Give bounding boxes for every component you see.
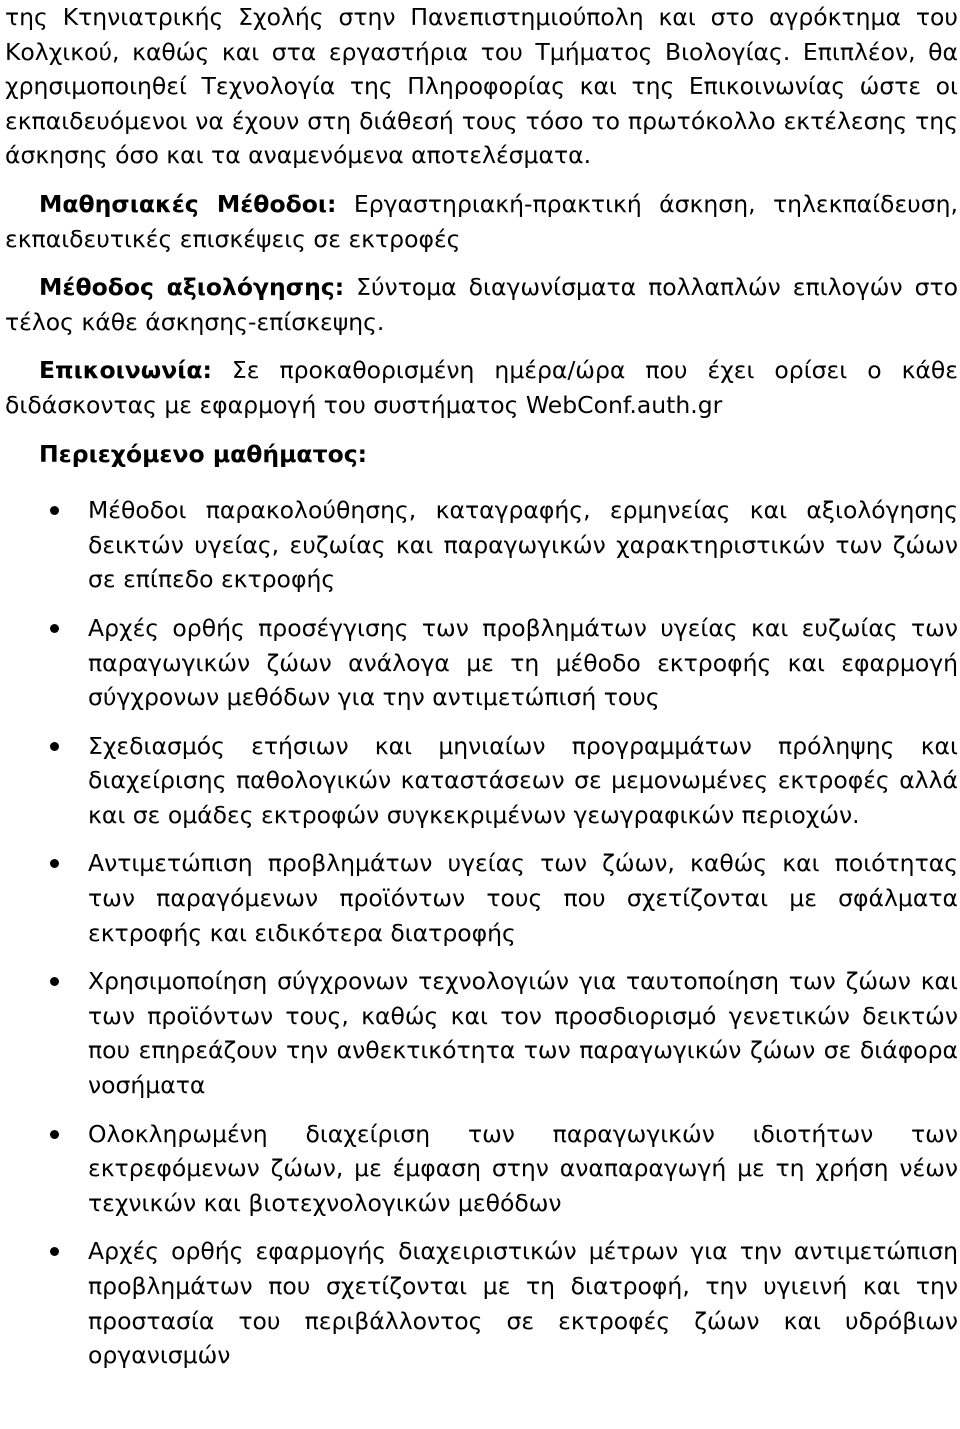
list-item-text: Αντιμετώπιση προβλημάτων υγείας των ζώων, καθώς και ποιότητας των παραγόμενων προϊόντων τους που σχετίζονται με σφάλματα εκτροφής και ειδικότερα διατροφής bbox=[88, 849, 958, 947]
course-content-list bbox=[5, 493, 958, 1373]
communication-paragraph bbox=[5, 353, 958, 422]
bullet-icon bbox=[50, 624, 59, 633]
list-item-text: Μέθοδοι παρακολούθησης, καταγραφής, ερμηνείας και αξιολόγησης δεικτών υγείας, ευζωίας και παραγωγικών χαρακτηριστικών των ζώων σε επίπεδο εκτροφής bbox=[88, 496, 958, 594]
bullet-icon bbox=[50, 1247, 59, 1256]
bullet-icon bbox=[50, 742, 59, 751]
learning-methods-paragraph bbox=[5, 187, 958, 256]
learning-methods-text: Εργαστηριακή-πρακτική άσκηση, τηλεκπαίδευση, εκπαιδευτικές επισκέψεις σε εκτροφές bbox=[5, 189, 958, 253]
list-item-text: Χρησιμοποίηση σύγχρονων τεχνολογιών για ταυτοποίηση των ζώων και των προϊόντων τους, καθώς και τον προσδιορισμό γενετικών δεικτών που επηρεάζουν την ανθεκτικότητα των παραγωγικών ζώων σε διάφορα νοσήματα bbox=[88, 967, 958, 1100]
bullet-icon bbox=[50, 977, 59, 986]
list-item-text: Σχεδιασμός ετήσιων και μηνιαίων προγραμμάτων πρόληψης και διαχείρισης παθολογικών καταστάσεων σε μεμονωμένες εκτροφές αλλά και σε ομάδες εκτροφών συγκεκριμένων γεωγραφικών περιοχών. bbox=[88, 731, 958, 829]
list-item bbox=[5, 1117, 958, 1221]
assessment-paragraph bbox=[5, 270, 958, 339]
communication-label: Επικοινωνία: bbox=[39, 356, 212, 385]
list-item bbox=[5, 846, 958, 950]
assessment-text: Σύντομα διαγωνίσματα πολλαπλών επιλογών στο τέλος κάθε άσκησης-επίσκεψης. bbox=[5, 273, 958, 336]
bullet-icon bbox=[50, 1130, 59, 1139]
list-item bbox=[5, 611, 958, 715]
list-item-text: Αρχές ορθής εφαρμογής διαχειριστικών μέτρων για την αντιμετώπιση προβλημάτων που σχετίζονται με τη διατροφή, την υγιεινή και την προστασία του περιβάλλοντος σε εκτροφές ζώων και υδρόβιων οργανισμών bbox=[88, 1237, 958, 1370]
communication-text: Σε προκαθορισμένη ημέρα/ώρα που έχει ορίσει ο κάθε διδάσκοντας με εφαρμογή του συστήματος WebConf.auth.gr bbox=[5, 356, 958, 419]
bullet-icon bbox=[50, 859, 59, 868]
list-item bbox=[5, 493, 958, 597]
intro-paragraph: της Κτηνιατρικής Σχολής στην Πανεπιστημιούπολη και στο αγρόκτημα του Κολχικού, καθώς και στα εργαστήρια του Τμήματος Βιολογίας. Επιπλέον, θα χρησιμοποιηθεί Τεχνολογία της Πληροφορίας και της Επικοινωνίας ώστε οι εκπαιδευόμενοι να έχουν στη διάθεσή τους τόσο το πρωτόκολλο εκτέλεσης της άσκησης όσο και τα αναμενόμενα αποτελέσματα. bbox=[5, 3, 958, 170]
learning-methods-label: Μαθησιακές Μέθοδοι: bbox=[39, 189, 337, 218]
bullet-icon bbox=[50, 506, 59, 515]
document-page bbox=[5, 0, 958, 1387]
course-content-heading: Περιεχόμενο μαθήματος: bbox=[39, 439, 368, 468]
list-item bbox=[5, 1234, 958, 1372]
list-item bbox=[5, 729, 958, 833]
list-item bbox=[5, 964, 958, 1102]
list-item-text: Ολοκληρωμένη διαχείριση των παραγωγικών ιδιοτήτων των εκτρεφόμενων ζώων, με έμφαση στην αναπαραγωγή με τη χρήση νέων τεχνικών και βιοτεχνολογικών μεθόδων bbox=[88, 1119, 958, 1217]
assessment-label: Μέθοδος αξιολόγησης: bbox=[39, 273, 345, 302]
list-item-text: Αρχές ορθής προσέγγισης των προβλημάτων υγείας και ευζωίας των παραγωγικών ζώων ανάλογα με τη μέθοδο εκτροφής και εφαρμογή σύγχρονων μεθόδων για την αντιμετώπισή τους bbox=[88, 613, 958, 712]
